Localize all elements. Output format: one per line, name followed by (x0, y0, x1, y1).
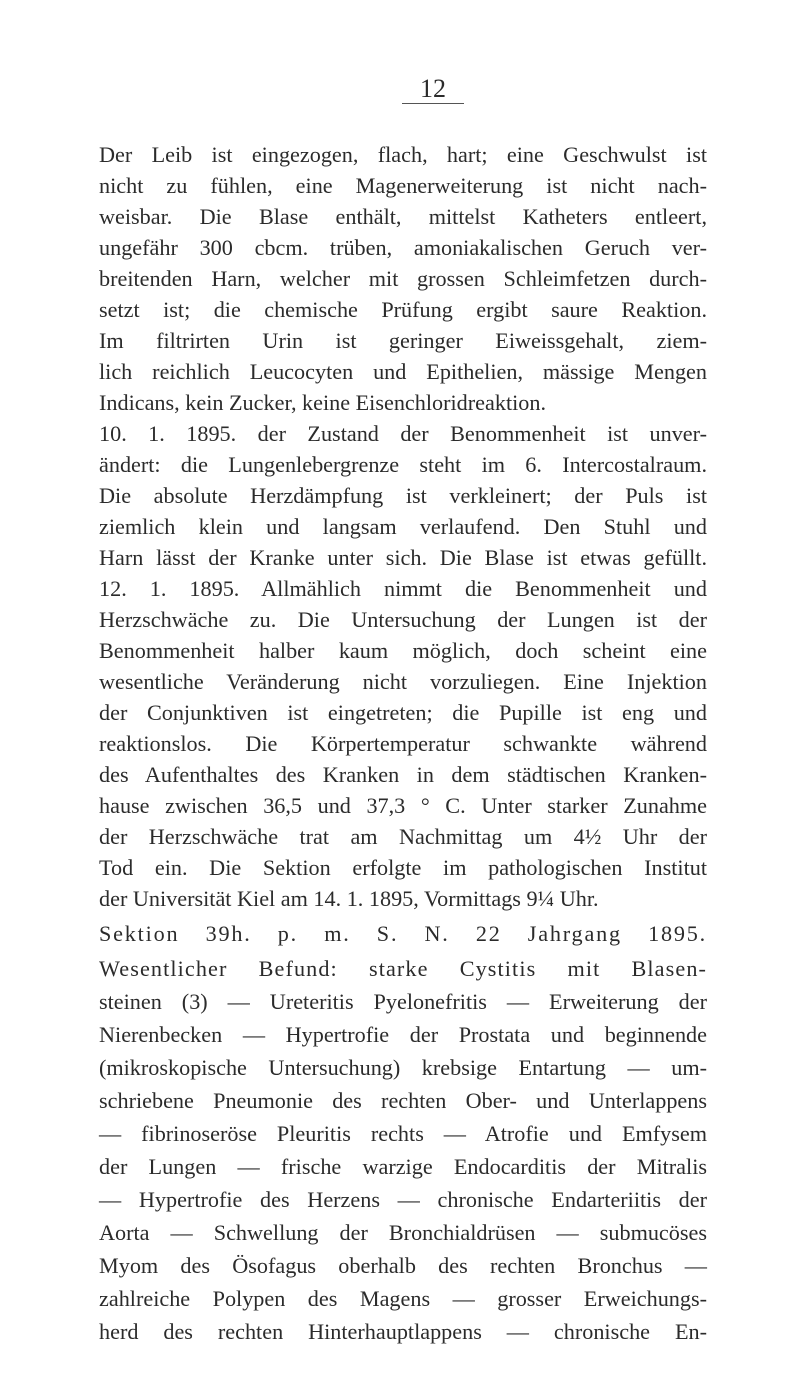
text-line: 12. 1. 1895. Allmählich nimmt die Benommenheit und (99, 576, 707, 601)
text-line: hause zwischen 36,5 und 37,3 ° C. Unter starker Zunahme (99, 793, 707, 818)
text-line: setzt ist; die chemische Prüfung ergibt saure Reaktion. (99, 297, 707, 322)
text-line: (mikroskopische Untersuchung) krebsige Entartung — um- (99, 1055, 707, 1080)
page-number-rule (402, 103, 464, 104)
text-line: wesentliche Veränderung nicht vorzuliegen. Eine Injektion (99, 669, 707, 694)
text-line: lich reichlich Leucocyten und Epithelien, mässige Mengen (99, 359, 707, 384)
text-line: Tod ein. Die Sektion erfolgte im pathologischen Institut (99, 855, 707, 880)
text-line: Die absolute Herzdämpfung ist verkleinert; der Puls ist (99, 483, 707, 508)
text-line: Aorta — Schwellung der Bronchialdrüsen — submucöses (99, 1220, 707, 1245)
text-line: reaktionslos. Die Körpertemperatur schwankte während (99, 731, 707, 756)
text-line: — fibrinoseröse Pleuritis rechts — Atrofie und Emfysem (99, 1121, 707, 1146)
text-line: 10. 1. 1895. der Zustand der Benommenheit ist unver- (99, 421, 707, 446)
text-line: der Universität Kiel am 14. 1. 1895, Vormittags 9¼ Uhr. (99, 886, 599, 911)
text-line: Wesentlicher Befund: starke Cystitis mit Blasen- (99, 956, 707, 981)
text-line: ungefähr 300 cbcm. trüben, amoniakalischen Geruch ver- (99, 235, 707, 260)
text-line: breitenden Harn, welcher mit grossen Schleimfetzen durch- (99, 266, 707, 291)
text-line: Der Leib ist eingezogen, flach, hart; eine Geschwulst ist (99, 142, 707, 167)
text-line: der Herzschwäche trat am Nachmittag um 4½ Uhr der (99, 824, 707, 849)
text-line: Herzschwäche zu. Die Untersuchung der Lungen ist der (99, 607, 707, 632)
text-line: steinen (3) — Ureteritis Pyelonefritis — Erweiterung der (99, 989, 707, 1014)
text-line: weisbar. Die Blase enthält, mittelst Katheters entleert, (99, 204, 707, 229)
text-line: zahlreiche Polypen des Magens — grosser Erweichungs- (99, 1286, 707, 1311)
text-line: Harn lässt der Kranke unter sich. Die Blase ist etwas gefüllt. (99, 545, 707, 570)
text-line: der Conjunktiven ist eingetreten; die Pupille ist eng und (99, 700, 707, 725)
text-line: schriebene Pneumonie des rechten Ober- und Unterlappens (99, 1088, 707, 1113)
section-heading: Sektion 39h. p. m. S. N. 22 Jahrgang 1895. (99, 921, 707, 946)
text-line: des Aufenthaltes des Kranken in dem städtischen Kranken- (99, 762, 707, 787)
text-line: Indicans, kein Zucker, keine Eisenchloridreaktion. (99, 390, 547, 415)
text-line: ändert: die Lungenlebergrenze steht im 6. Intercostalraum. (99, 452, 707, 477)
text-line: ziemlich klein und langsam verlaufend. Den Stuhl und (99, 514, 707, 539)
text-line: Myom des Ösofagus oberhalb des rechten Bronchus — (99, 1253, 707, 1278)
text-line: Nierenbecken — Hypertrofie der Prostata und beginnende (99, 1022, 707, 1047)
text-line: Im filtrirten Urin ist geringer Eiweissgehalt, ziem- (99, 328, 707, 353)
text-line: herd des rechten Hinterhauptlappens — chronische En- (99, 1319, 707, 1344)
text-line: — Hypertrofie des Herzens — chronische Endarteriitis der (99, 1187, 707, 1212)
text-line: der Lungen — frische warzige Endocarditis der Mitralis (99, 1154, 707, 1179)
text-line: nicht zu fühlen, eine Magenerweiterung ist nicht nach- (99, 173, 707, 198)
text-line: Benommenheit halber kaum möglich, doch scheint eine (99, 638, 707, 663)
page-number: 12 (420, 74, 446, 103)
